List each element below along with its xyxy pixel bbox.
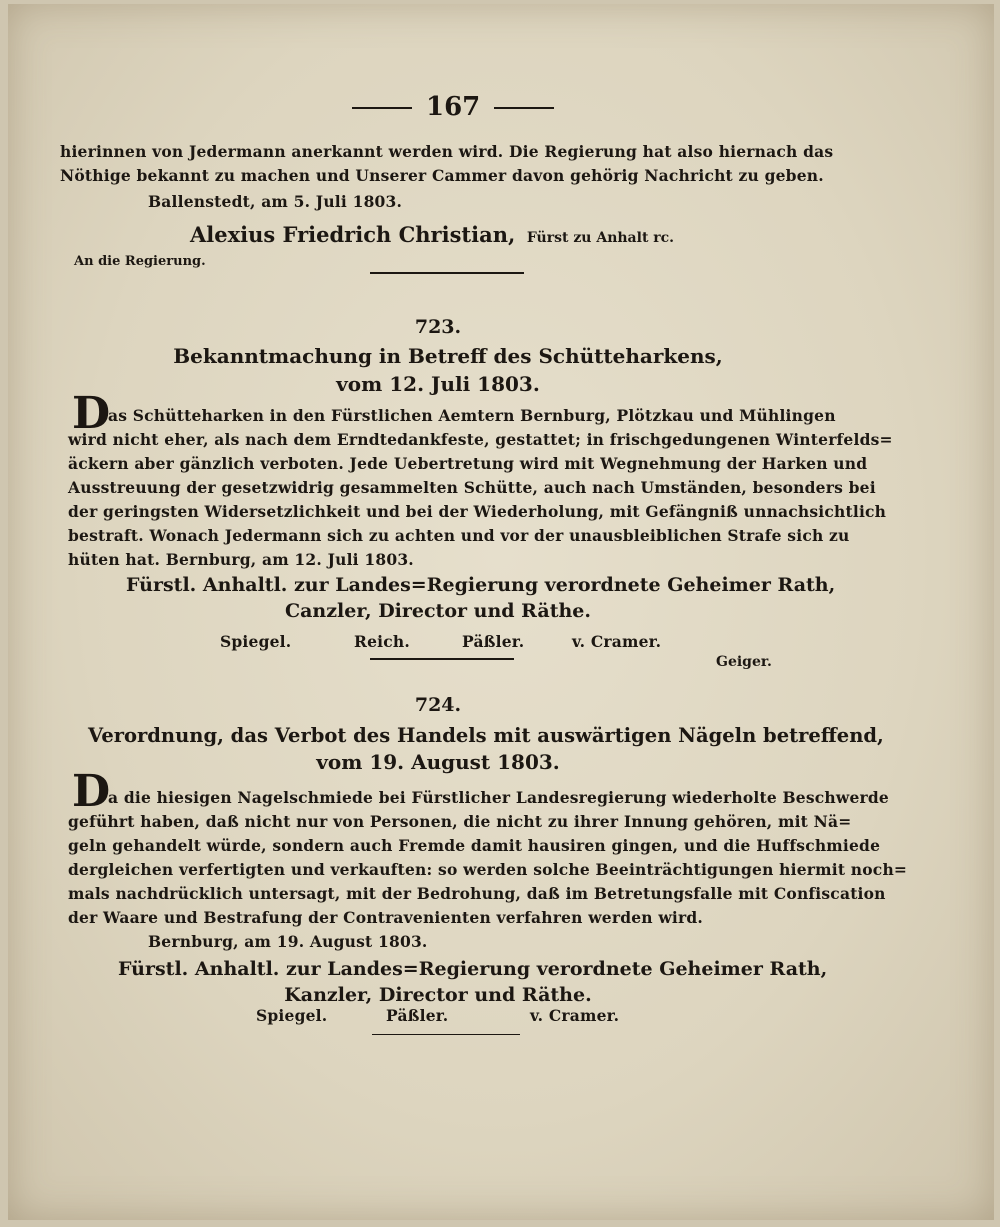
section-723-line-5: der geringsten Widersetzlichkeit und bei der Wiederholung, mit Gefängniß unnachsichtlich <box>68 502 887 521</box>
section-723-authority-line-2: Canzler, Director und Räthe. <box>285 600 591 622</box>
section-723-signer-1: Spiegel. <box>220 632 292 651</box>
divider-3 <box>372 1034 520 1035</box>
section-724-signer-2: Päßler. <box>386 1006 449 1025</box>
section-723-title-line-2: vom 12. Juli 1803. <box>336 372 540 396</box>
section-724-title-line-1: Verordnung, das Verbot des Handels mit auswärtigen Nägeln betreffend, <box>88 724 884 747</box>
section-724-line-2: geführt haben, daß nicht nur von Personen, die nicht zu ihrer Innung gehören, mit Nä= <box>68 812 852 831</box>
section-723-line-2: wird nicht eher, als nach dem Erndtedankfeste, gestattet; in frischgedungenen Winterfelds= <box>68 430 893 449</box>
section-723-title-line-1: Bekanntmachung in Betreff des Schütteharkens, <box>173 344 723 368</box>
section-723-line-7: hüten hat. Bernburg, am 12. Juli 1803. <box>68 550 414 569</box>
divider-1 <box>370 272 524 274</box>
header-rule-right <box>494 107 554 109</box>
section-723-number: 723. <box>414 316 462 338</box>
intro-line-2: Nöthige bekannt zu machen und Unserer Cammer davon gehörig Nachricht zu geben. <box>60 166 824 185</box>
section-724-authority-line-2: Kanzler, Director und Räthe. <box>284 984 592 1006</box>
section-724-line-1: a die hiesigen Nagelschmiede bei Fürstlicher Landesregierung wiederholte Beschwerde <box>108 788 889 807</box>
section-723-dropcap: D <box>72 388 111 439</box>
signature-title: Fürst zu Anhalt rc. <box>526 230 675 246</box>
header-rule-left <box>352 107 412 109</box>
page-number-header <box>338 92 568 122</box>
section-724-signer-3: v. Cramer. <box>530 1006 620 1025</box>
section-724-dropcap: D <box>72 766 111 817</box>
section-724-date: Bernburg, am 19. August 1803. <box>148 932 428 951</box>
section-724-line-4: dergleichen verfertigten und verkauften: so werden solche Beeinträchtigungen hiermit noch= <box>68 860 908 879</box>
section-723-authority-line-1: Fürstl. Anhaltl. zur Landes=Regierung verordnete Geheimer Rath, <box>126 574 836 596</box>
section-723-signer-4: v. Cramer. <box>572 632 662 651</box>
intro-signature <box>190 222 674 247</box>
intro-date: Ballenstedt, am 5. Juli 1803. <box>148 192 403 211</box>
section-724-number: 724. <box>414 694 462 716</box>
section-724-line-5: mals nachdrücklich untersagt, mit der Bedrohung, daß im Betretungsfalle mit Confiscation <box>68 884 886 903</box>
section-723-line-3: äckern aber gänzlich verboten. Jede Uebertretung wird mit Wegnehmung der Harken und <box>68 454 868 473</box>
section-723-line-1: as Schütteharken in den Fürstlichen Aemtern Bernburg, Plötzkau und Mühlingen <box>108 406 836 425</box>
document-page <box>8 4 994 1220</box>
section-723-signer-3: Päßler. <box>462 632 525 651</box>
page-number: 167 <box>426 92 481 122</box>
divider-2 <box>370 658 514 660</box>
section-723-line-6: bestraft. Wonach Jedermann sich zu achten und vor der unausbleiblichen Strafe sich zu <box>68 526 850 545</box>
section-723-signer-2: Reich. <box>354 632 410 651</box>
intro-line-1: hierinnen von Jedermann anerkannt werden wird. Die Regierung hat also hiernach das <box>60 142 834 161</box>
intro-addressee: An die Regierung. <box>74 254 206 269</box>
section-723-signer-extra: Geiger. <box>716 654 772 670</box>
section-724-line-3: geln gehandelt würde, sondern auch Fremde damit hausiren gingen, und die Huffschmiede <box>68 836 881 855</box>
section-723-line-4: Ausstreuung der gesetzwidrig gesammelten Schütte, auch nach Umständen, besonders bei <box>68 478 876 497</box>
signature-name: Alexius Friedrich Christian, <box>190 222 516 247</box>
section-724-line-6: der Waare und Bestrafung der Contravenienten verfahren werden wird. <box>68 908 703 927</box>
section-724-authority-line-1: Fürstl. Anhaltl. zur Landes=Regierung verordnete Geheimer Rath, <box>118 958 828 980</box>
section-724-title-line-2: vom 19. August 1803. <box>316 750 560 774</box>
section-724-signer-1: Spiegel. <box>256 1006 328 1025</box>
